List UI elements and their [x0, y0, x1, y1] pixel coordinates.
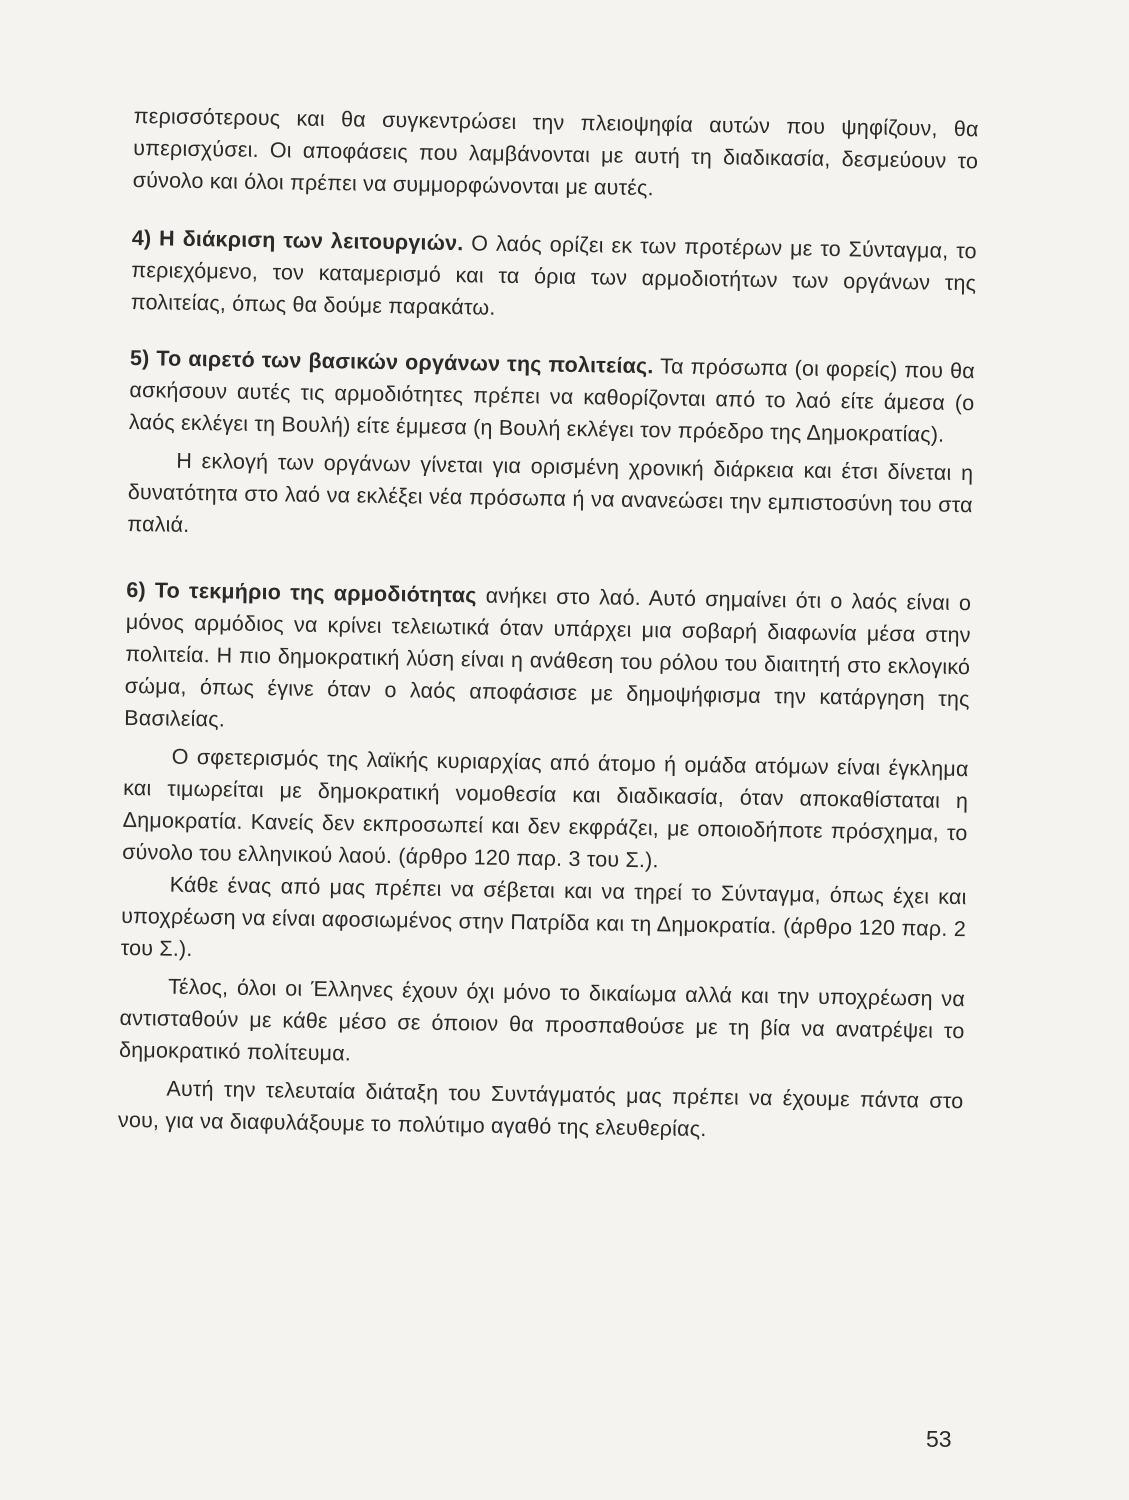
section-6-text: ανήκει στο λαό. Αυτό σημαίνει ότι ο λαός είναι ο μόνος αρμόδιος να κρίνει τελειωτικά όταν υπάρχει μια σοβαρή διαφωνία μέσα στην πολιτεία. Η πιο δημοκρατική λύση είναι η ανάθεση του ρόλου του διαιτητή στο εκλογικό σώμα, όπως έγινε όταν ο λαός αποφάσισε με δημοψήφισμα την κατάργηση της Βασιλείας.	[124, 583, 972, 732]
section-4-text: Ο λαός ορίζει εκ των προτέρων με το Σύνταγμα, το περιεχόμενο, τον καταμερισμό και τα όρια των αρμοδιοτήτων των οργάνων της πολιτείας, όπως θα δούμε παρακάτω.	[130, 231, 977, 320]
section-6-heading: 6) Το τεκμήριο της αρμοδιότητας	[126, 577, 477, 608]
section-6-paragraph-4: Τέλος, όλοι οι Έλληνες έχουν όχι μόνο το δικαίωμα αλλά και την υποχρέωση να αντισταθούν με κάθε μέσο σε όποιον θα προσπαθούσε με τη βία να ανατρέψει το δημοκρατικό πολίτευμα.	[118, 974, 966, 1066]
section-5-heading: 5) Το αιρετό των βασικών οργάνων της πολιτείας.	[129, 345, 654, 379]
section-6-paragraph-2: Ο σφετερισμός της λαϊκής κυριαρχίας από άτομο ή ομάδα ατόμων είναι έγκλημα και τιμωρείται με δημοκρατική νομοθεσία και διαδικασία, όταν αποκαθίσταται η Δημοκρατία. Κανείς δεν εκπροσωπεί και δεν εκφράζει, με οποιοδήποτε πρόσχημα, το σύνολο του ελληνικού λαού. (άρθρο 120 παρ. 3 του Σ.).	[121, 744, 969, 873]
section-5-paragraph-2: Η εκλογή των οργάνων γίνεται για ορισμένη χρονική διάρκεια και έτσι δίνεται η δυνατότητα στο λαό να εκλέξει νέα πρόσωπα ή να ανανεώσει την εμπιστοσύνη του στα παλιά.	[127, 448, 974, 537]
section-4-heading: 4) Η διάκριση των λειτουργιών.	[131, 225, 464, 256]
intro-paragraph: περισσότερους και θα συγκεντρώσει την πλειοψηφία αυτών που ψηφίζουν, θα υπερισχύσει. Οι αποφάσεις που λαμβάνονται με αυτή τη διαδικασία, δεσμεύουν το σύνολο και όλοι πρέπει να συμμορφώνονται με αυτές.	[132, 103, 979, 201]
section-6-paragraph-3: Κάθε ένας από μας πρέπει να σέβεται και να τηρεί το Σύνταγμα, όπως έχει και υποχρέωση να είναι αφοσιωμένος στην Πατρίδα και τη Δημοκρατία. (άρθρο 120 παρ. 2 του Σ.).	[120, 872, 967, 962]
section-6-paragraph	[124, 574, 971, 747]
page-number: 53	[926, 1426, 952, 1452]
section-4-paragraph	[131, 222, 977, 331]
document-body	[118, 100, 979, 1149]
section-5-paragraph	[129, 342, 975, 451]
section-6-paragraph-5: Αυτή την τελευταία διάταξη του Συντάγματός μας πρέπει να έχουμε πάντα στο νου, για να διαφυλάξουμε το πολύτιμο αγαθό της ελευθερίας.	[117, 1076, 964, 1142]
section-5-text: Τα πρόσωπα (οι φορείς) που θα ασκήσουν αυτές τις αρμοδιότητες πρέπει να καθορίζονται από το λαό είτε άμεσα (ο λαός εκλέγει τη Βουλή) είτε έμμεσα (η Βουλή εκλέγει τον πρόεδρο της Δημοκρατίας).	[128, 354, 976, 447]
